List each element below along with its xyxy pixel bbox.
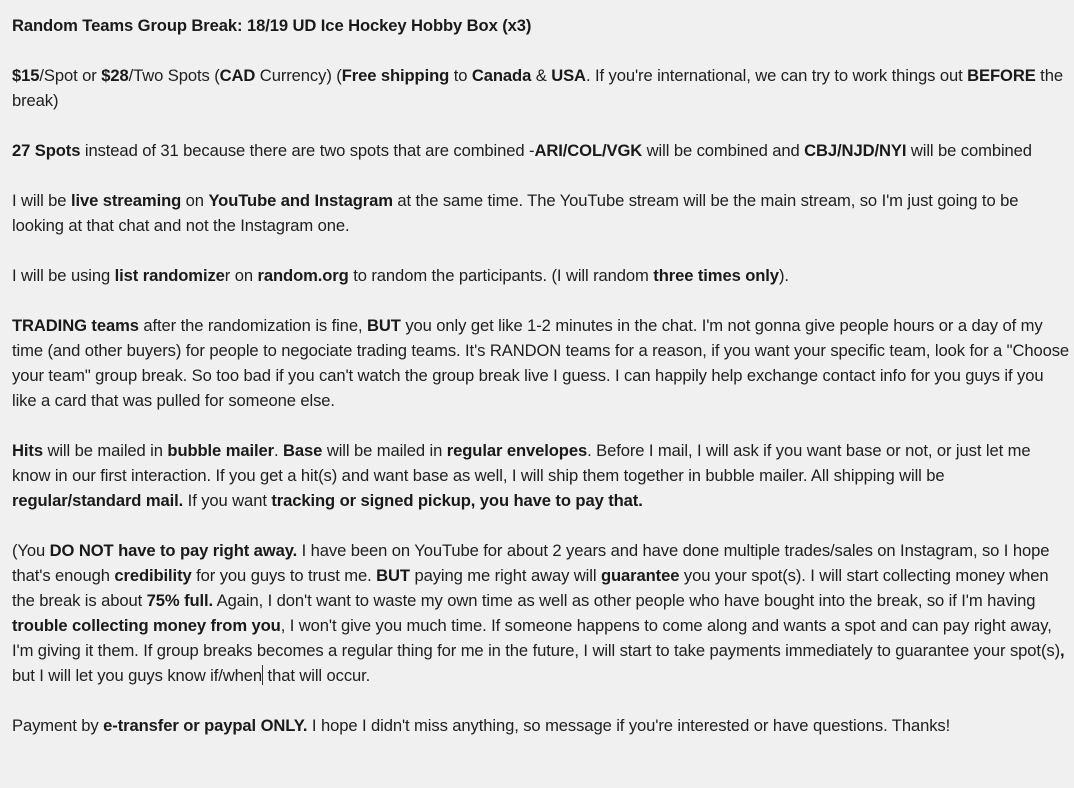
- bold-text: e-transfer or paypal ONLY.: [103, 716, 308, 735]
- bold-text: DO NOT have to pay right away.: [49, 541, 298, 560]
- bold-text: CBJ/NJD/NYI: [804, 141, 907, 160]
- text-run: ).: [778, 266, 789, 285]
- text-run: &: [531, 66, 552, 85]
- text-run: .: [274, 441, 284, 460]
- text-run: will be mailed in: [42, 441, 168, 460]
- paragraph-streaming: [12, 188, 1074, 238]
- bold-text: guarantee: [600, 566, 680, 585]
- text-run: Again, I don't want to waste my own time as well as other people who have bought into the break, so if I'm having: [213, 591, 1036, 610]
- paragraph-trading: [12, 313, 1074, 413]
- text-run: to: [449, 66, 472, 85]
- text-run: . If you're international, we can try to work things out: [585, 66, 968, 85]
- bold-text: BEFORE: [967, 66, 1036, 85]
- bold-text: USA: [551, 66, 586, 85]
- bold-text: ,: [1060, 641, 1065, 660]
- text-run: I will be using: [12, 266, 115, 285]
- text-run: /Two Spots (: [128, 66, 220, 85]
- paragraph-payment-method: [12, 713, 1074, 738]
- paragraph-payment-timing: [12, 538, 1074, 688]
- bold-text: list randomize: [114, 266, 225, 285]
- bold-text: BUT: [376, 566, 410, 585]
- paragraph-shipping: [12, 438, 1074, 513]
- post-paragraphs: [12, 63, 1074, 738]
- bold-text: YouTube and Instagram: [208, 191, 393, 210]
- text-run: to random the participants. (I will random: [348, 266, 654, 285]
- bold-text: trouble collecting money from you: [12, 616, 281, 635]
- text-run: at the same time. The YouTube stream will be the main stream, so I'm just going to be looking at that chat and not the Instagram one.: [12, 191, 1019, 235]
- text-run: you your spot(s). I will start collecting money when the break is about: [12, 566, 1049, 610]
- paragraph-randomizer: [12, 263, 1074, 288]
- bold-text: regular envelopes: [446, 441, 588, 460]
- text-run: I will be: [12, 191, 71, 210]
- text-run: will be mailed in: [322, 441, 447, 460]
- text-run: you only get like 1-2 minutes in the chat. I'm not gonna give people hours or a day of my time (and other buyers) for people to negociate trading teams. It's RANDON teams for a reason, if you want your specific team, look for a "Choose your team" group break. So too bad if you can't watch the group break live I guess. I can happily help exchange contact info for you guys if you like a card that was pulled for someone else.: [12, 316, 1070, 410]
- post-title-text: Random Teams Group Break: 18/19 UD Ice Hockey Hobby Box (x3): [12, 16, 532, 35]
- bold-text: BUT: [367, 316, 401, 335]
- bold-text: credibility: [114, 566, 192, 585]
- bold-text: Base: [283, 441, 323, 460]
- text-run: Payment by: [12, 716, 104, 735]
- text-run: after the randomization is fine,: [138, 316, 367, 335]
- paragraph-pricing: [12, 63, 1074, 113]
- text-run: the break): [12, 66, 1063, 110]
- text-run: that will occur.: [263, 666, 371, 685]
- post-body: [12, 13, 1074, 738]
- bold-text: 27 Spots: [12, 141, 81, 160]
- bold-text: random.org: [257, 266, 349, 285]
- bold-text: TRADING teams: [12, 316, 139, 335]
- text-run: . Before I mail, I will ask if you want base or not, or just let me know in our first interaction. If you get a hit(s) and want base as well, I will ship them together in bubble mailer. All shipping will be: [12, 441, 1031, 485]
- text-run: will be combined: [906, 141, 1032, 160]
- bold-text: Free shipping: [341, 66, 450, 85]
- bold-text: tracking or signed pickup, you have to pay that.: [271, 491, 643, 510]
- bold-text: $15: [12, 66, 40, 85]
- bold-text: CAD: [219, 66, 256, 85]
- text-run: for you guys to trust me.: [191, 566, 377, 585]
- bold-text: ARI/COL/VGK: [534, 141, 643, 160]
- bold-text: Hits: [12, 441, 43, 460]
- text-run: instead of 31 because there are two spots that are combined -: [80, 141, 535, 160]
- text-run: If you want: [183, 491, 272, 510]
- text-run: r on: [224, 266, 258, 285]
- text-run: Currency) (: [255, 66, 342, 85]
- bold-text: 75% full.: [146, 591, 214, 610]
- text-run: , I won't give you much time. If someone happens to come along and wants a spot and can pay right away, I'm giving it them. If group breaks becomes a regular thing for me in the future, I will start to take payments immediately to guarantee your spot(s): [12, 616, 1060, 660]
- paragraph-spots: [12, 138, 1074, 163]
- bold-text: live streaming: [70, 191, 182, 210]
- bold-text: bubble mailer: [167, 441, 274, 460]
- bold-text: three times only: [653, 266, 779, 285]
- text-run: paying me right away will: [409, 566, 601, 585]
- text-run: (You: [12, 541, 50, 560]
- text-run: I hope I didn't miss anything, so message if you're interested or have questions. Thanks!: [307, 716, 951, 735]
- post-title: [12, 13, 1074, 38]
- bold-text: regular/standard mail.: [12, 491, 184, 510]
- text-run: I have been on YouTube for about 2 years and have done multiple trades/sales on Instagram, so I hope that's enough: [12, 541, 1050, 585]
- text-run: but I will let you guys know if/when: [12, 666, 263, 685]
- text-run: will be combined and: [642, 141, 805, 160]
- text-run: on: [181, 191, 209, 210]
- bold-text: Canada: [471, 66, 532, 85]
- bold-text: $28: [101, 66, 129, 85]
- text-run: /Spot or: [39, 66, 102, 85]
